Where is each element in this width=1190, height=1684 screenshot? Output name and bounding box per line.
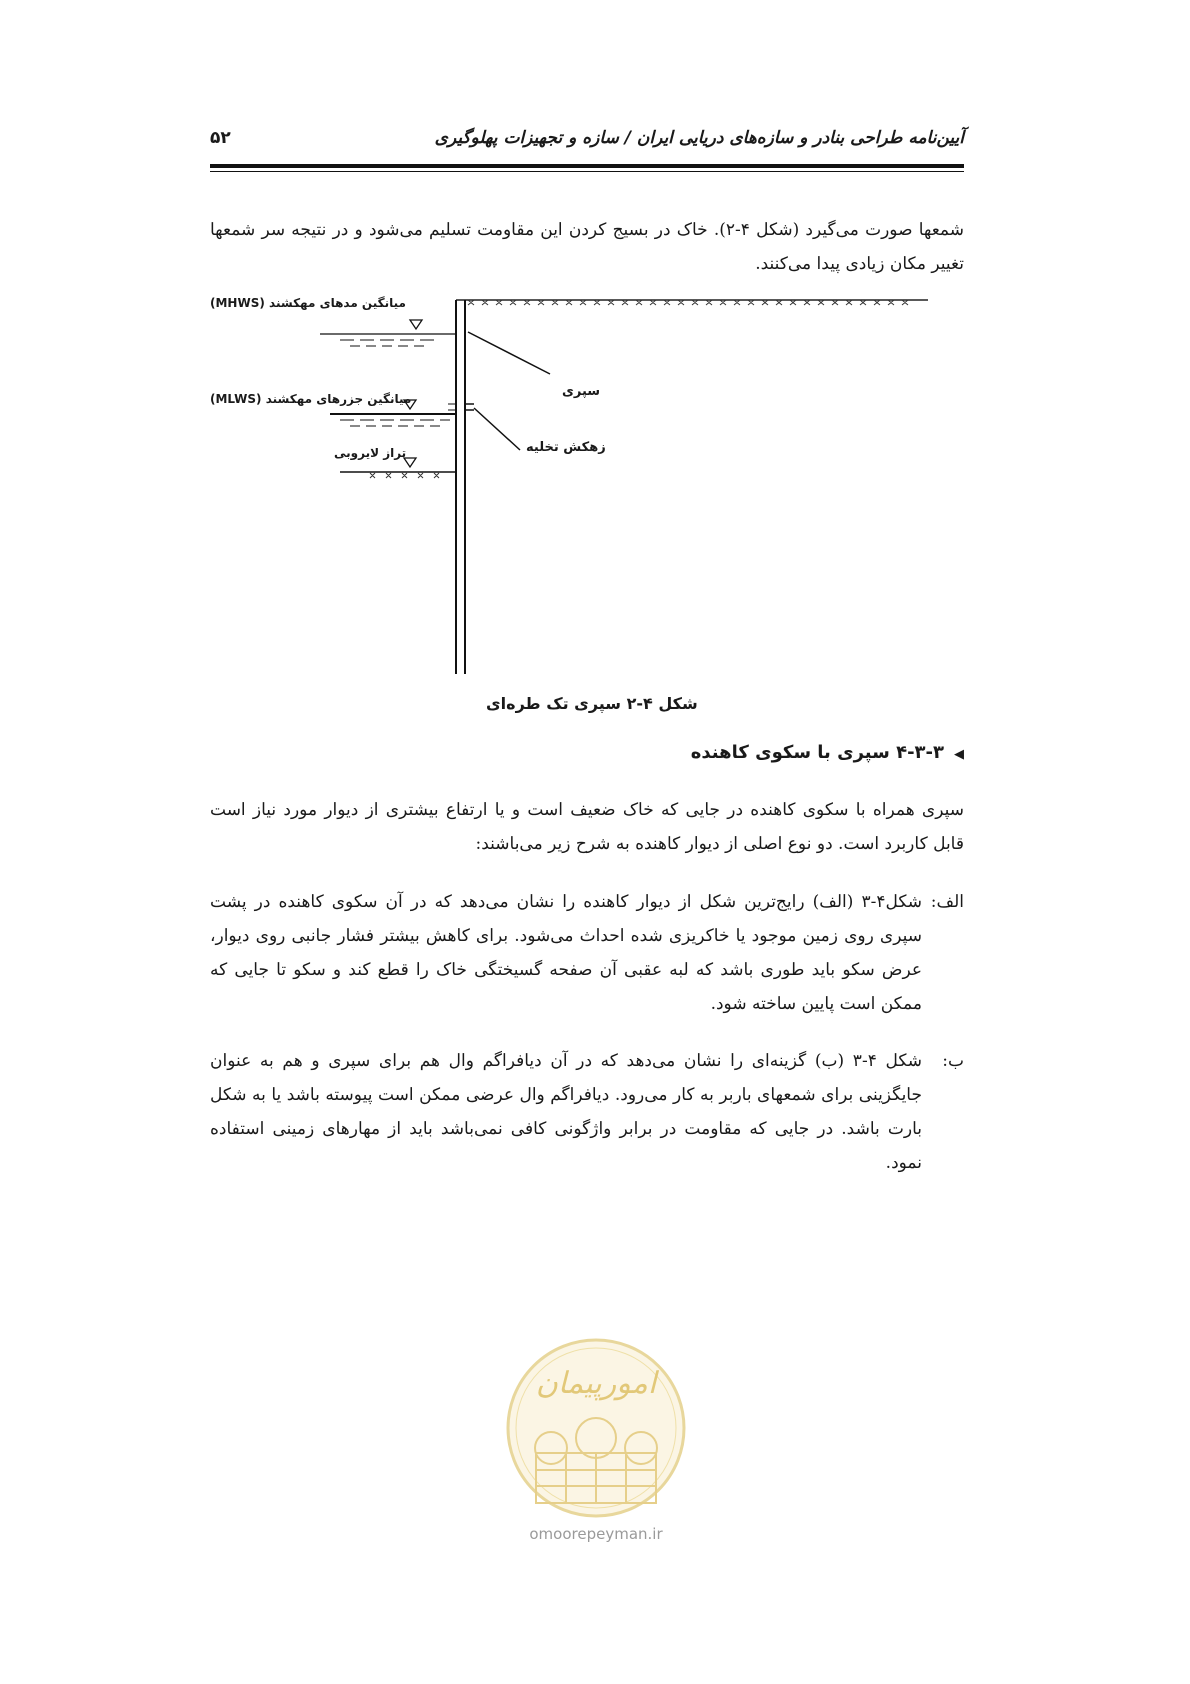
sheet-pile-leader-line: [468, 332, 550, 374]
water-level-triangle-icon: [410, 320, 422, 329]
section-body: [210, 793, 964, 861]
bullet-triangle-icon: ◀: [954, 747, 964, 762]
header-rule-thin: [210, 171, 964, 172]
svg-text:امورپیمان: امورپیمان: [535, 1366, 657, 1401]
label-mlws: میانگین جزرهای مهکشند (MLWS): [210, 392, 412, 406]
intro-text: شمعها صورت می‌گیرد (شکل ۴-۲). خاک در بسیج کردن این مقاومت تسلیم می‌شود و در نتیجه سر شمعها تغییر مکان زیادی پیدا می‌کنند.: [210, 220, 964, 274]
label-sheet-pile: سپری: [562, 384, 601, 399]
label-dredge-level: تراز لایروبی: [334, 446, 407, 460]
figure-caption: شکل ۴-۲ سپری تک طره‌ای: [486, 694, 698, 713]
dredge-level: [340, 458, 456, 478]
page-header: [210, 128, 964, 168]
page-number: ۵۲: [210, 128, 231, 148]
watermark-site: omoorepeyman.ir: [529, 1525, 663, 1543]
figure-drawing: [210, 296, 970, 676]
list-item-a-text: شکل۴-۳ (الف) رایج‌ترین شکل از دیوار کاهنده را نشان می‌دهد که در آن سکوی کاهنده در پشت سپری روی زمین موجود یا خاکریزی شده احداث می‌شود. برای کاهش بیشتر فشار جانبی روی دیوار، عرض سکو باید طوری باشد که لبه عقبی آن صفحه گسیختگی خاک را قطع کند و سکو تا جایی که ممکن است پایین ساخته شود.: [210, 892, 922, 1014]
list-marker-a: الف:: [930, 892, 964, 912]
list-item-b: [210, 1044, 964, 1180]
mhws-water-level: [320, 320, 456, 346]
watermark-logo: [496, 1333, 696, 1523]
watermark: [496, 1333, 696, 1563]
header-rule: [210, 164, 964, 168]
section-heading-text: ۴-۳-۳ سپری با سکوی کاهنده: [690, 742, 944, 763]
label-drain: زهکش تخلیه: [526, 440, 606, 455]
list-item-a: [210, 885, 964, 1021]
list-marker-b: ب:: [942, 1051, 964, 1071]
list-item-b-text: شکل ۴-۳ (ب) گزینه‌ای را نشان می‌دهد که در آن دیافراگم وال هم برای سپری و هم به عنوان جایگزینی برای شمعهای باربر به کار می‌رود. دیافراگم وال عرضی ممکن است پیوسته باشد یا به شکل بارت باشد. در جایی که مقاومت در برابر واژگونی کافی نمی‌باشد باید از مهارهای زمینی استفاده نمود.: [210, 1051, 922, 1173]
section-body-text: سپری همراه با سکوی کاهنده در جایی که خاک ضعیف است و یا ارتفاع بیشتری از دیوار مورد نیاز است قابل کاربرد است. دو نوع اصلی از دیوار کاهنده به شرح زیر می‌باشند:: [210, 800, 964, 854]
section-heading: [691, 742, 964, 763]
header-title: آیین‌نامه طراحی بنادر و سازه‌های دریایی ایران / سازه و تجهیزات پهلوگیری: [434, 128, 964, 148]
cantilever-sheet-pile-figure: [210, 296, 970, 676]
drain-leader-line: [474, 408, 520, 450]
label-mhws: میانگین مدهای مهکشند (MHWS): [210, 296, 406, 310]
intro-paragraph: [210, 213, 964, 281]
